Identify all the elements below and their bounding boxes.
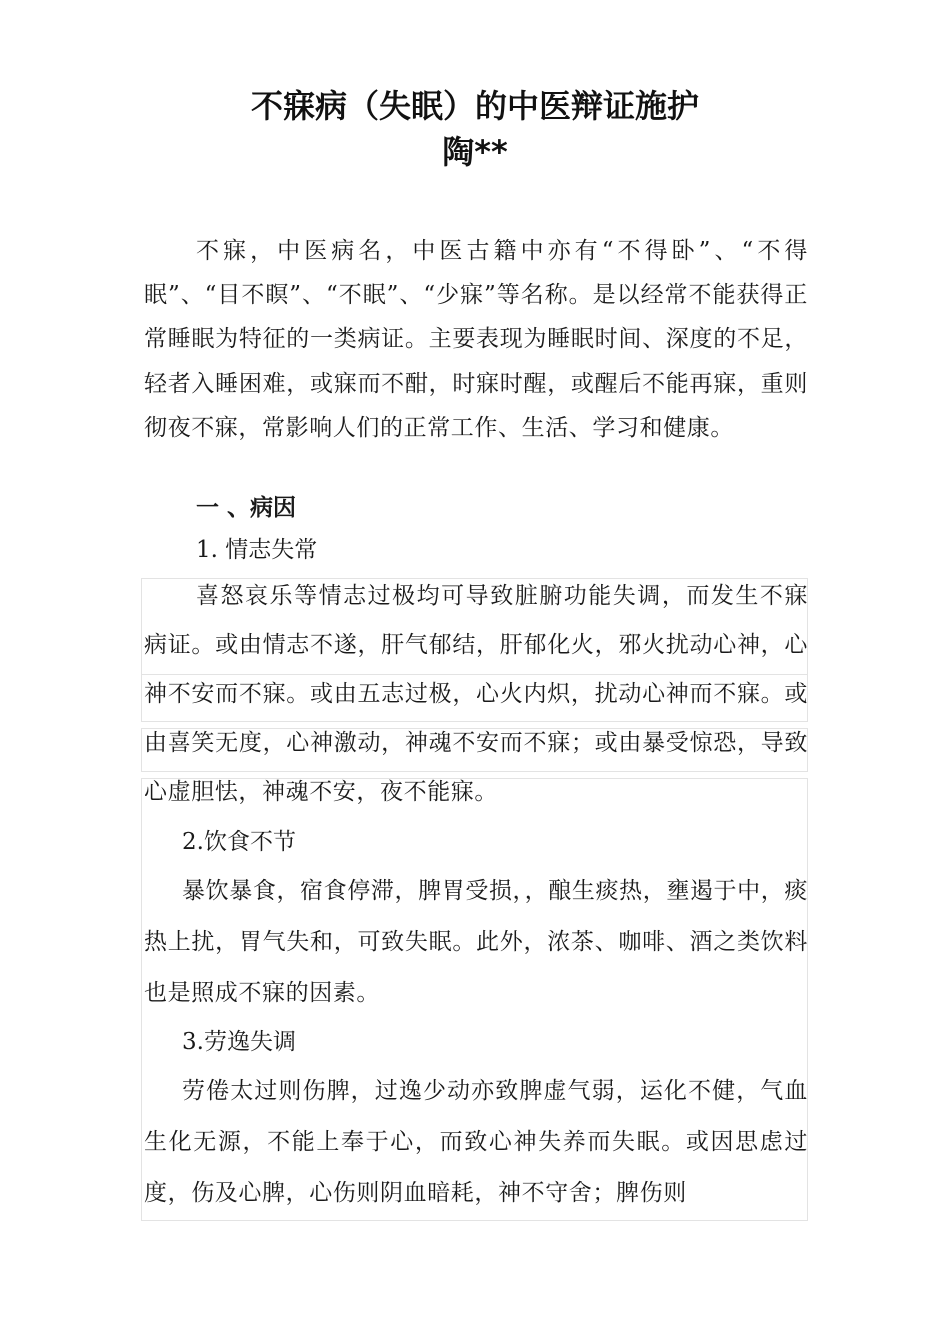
section-heading-cause: 一 、病因	[196, 495, 297, 521]
subheading-diet: 2.饮食不节	[182, 829, 296, 855]
subheading-emotion: 1. 情志失常	[196, 537, 318, 563]
emotion-paragraph: 喜怒哀乐等情志过极均可导致脏腑功能失调，而发生不寐病证。或由情志不遂，肝气郁结，肝郁化火，邪火扰动心神，心神不安而不寐。或由五志过极，心火内炽，扰动心神而不寐。或由喜笑无度，心神激动，神魂不安而不寐；或由暴受惊恐，导致心虚胆怯，神魂不安，夜不能寐。	[144, 583, 808, 805]
labor-paragraph: 劳倦太过则伤脾，过逸少动亦致脾虚气弱，运化不健，气血生化无源，不能上奉于心，而致心神失养而失眠。或因思虑过度，伤及心脾，心伤则阴血暗耗，神不守舍；脾伤则	[144, 1078, 808, 1206]
document-title: 不寐病（失眠）的中医辩证施护	[250, 87, 699, 125]
subheading-labor: 3.劳逸失调	[182, 1029, 296, 1055]
diet-paragraph: 暴饮暴食，宿食停滞，脾胃受损，，酿生痰热，壅遏于中，痰热上扰，胃气失和，可致失眠。此外，浓茶、咖啡、酒之类饮料也是照成不寐的因素。	[144, 878, 808, 1006]
document-author: 陶**	[442, 133, 508, 171]
intro-paragraph: 不寐，中医病名，中医古籍中亦有“不得卧”、“不得眠”、“目不瞑”、“不眠”、“少寐”等名称。是以经常不能获得正常睡眠为特征的一类病证。主要表现为睡眠时间、深度的不足，轻者入睡困难，或寐而不酣，时寐时醒，或醒后不能再寐，重则彻夜不寐，常影响人们的正常工作、生活、学习和健康。	[144, 238, 808, 441]
